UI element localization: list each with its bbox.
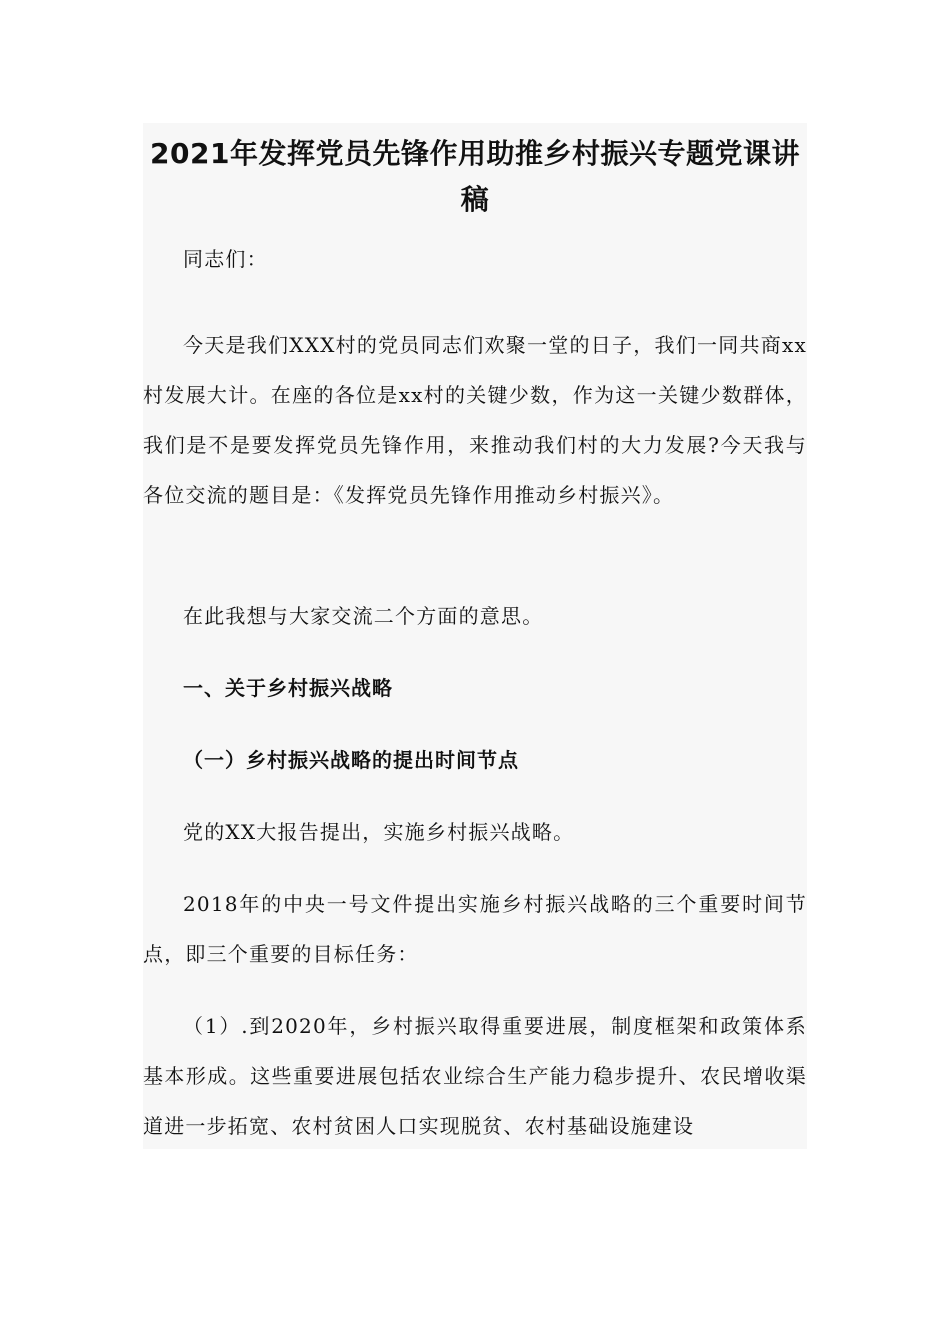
subsection-heading-1: （一）乡村振兴战略的提出时间节点 <box>183 748 519 772</box>
document-page <box>143 123 807 1149</box>
document-title: 2021年发挥党员先锋作用助推乡村振兴专题党课讲稿 <box>150 137 800 216</box>
salutation: 同志们： <box>183 247 268 271</box>
paragraph-intro: 今天是我们XXX村的党员同志们欢聚一堂的日子，我们一同共商xx村发展大计。在座的各位是xx村的关键少数，作为这一关键少数群体，我们是不是要发挥党员先锋作用，来推动我们村的大力发展?今天我与各位交流的题目是：《发挥党员先锋作用推动乡村振兴》。 <box>143 333 807 507</box>
section-heading-1: 一、关于乡村振兴战略 <box>183 676 393 700</box>
paragraph-report: 党的XX大报告提出，实施乡村振兴战略。 <box>183 820 575 844</box>
paragraph-goal-2020: （1）.到2020年，乡村振兴取得重要进展，制度框架和政策体系基本形成。这些重要进展包括农业综合生产能力稳步提升、农民增收渠道进一步拓宽、农村贫困人口实现脱贫、农村基础设施建设 <box>143 1014 807 1138</box>
paragraph-overview: 在此我想与大家交流二个方面的意思。 <box>183 604 544 628</box>
paragraph-document-2018: 2018年的中央一号文件提出实施乡村振兴战略的三个重要时间节点，即三个重要的目标任务： <box>143 892 807 966</box>
